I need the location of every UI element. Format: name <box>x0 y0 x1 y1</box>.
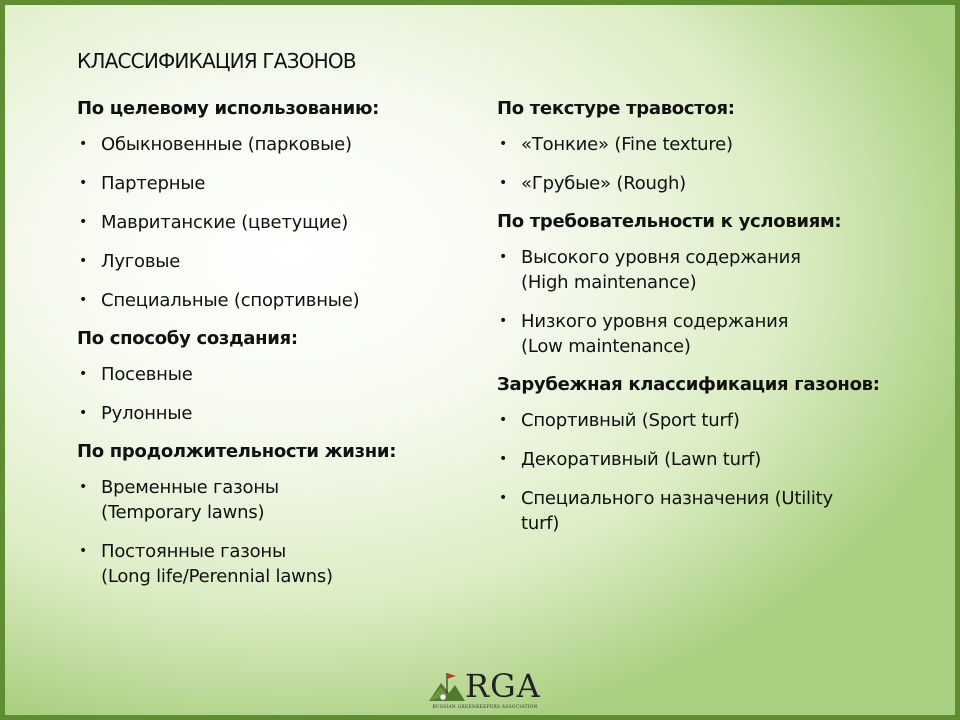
list-item <box>497 171 917 196</box>
list-item-text: «Грубые» (Rough) <box>521 173 686 194</box>
list-item <box>497 309 917 359</box>
section-heading: Зарубежная классификация газонов: <box>497 374 880 395</box>
list-item-text: Луговые <box>101 251 181 272</box>
bullet: • <box>499 249 508 265</box>
list-item-text: Постоянные газоны <box>101 541 286 562</box>
list-item <box>77 249 477 274</box>
slide-title: КЛАССИФИКАЦИЯ ГАЗОНОВ <box>77 49 356 73</box>
list-item-text: Мавританские (цветущие) <box>101 212 349 233</box>
list-item-text-secondary: (Temporary lawns) <box>101 502 265 523</box>
bullet: • <box>79 214 88 230</box>
list-item-text: Обыкновенные (парковые) <box>101 134 352 155</box>
section-heading: По целевому использованию: <box>77 98 380 119</box>
list-item <box>77 171 477 196</box>
list-item-text-secondary: (High maintenance) <box>521 272 697 293</box>
bullet: • <box>79 136 88 152</box>
bullet: • <box>499 175 508 191</box>
left-column <box>77 97 477 603</box>
golf-flag-icon <box>427 667 467 707</box>
list-item-text: Посевные <box>101 364 193 385</box>
list-item-text: Рулонные <box>101 403 193 424</box>
logo-subtitle: RUSSIAN GREENKEEPERS ASSOCIATION <box>432 705 538 710</box>
list-item <box>77 362 477 387</box>
list-item <box>77 132 477 157</box>
bullet: • <box>499 313 508 329</box>
section-heading: По продолжительности жизни: <box>77 441 397 462</box>
list-item <box>497 132 917 157</box>
bullet: • <box>79 366 88 382</box>
list-item-text: Специальные (спортивные) <box>101 290 360 311</box>
list-item-text: Спортивный (Sport turf) <box>521 410 740 431</box>
bullet: • <box>79 253 88 269</box>
list-item-text: «Тонкие» (Fine texture) <box>521 134 733 155</box>
bullet: • <box>79 175 88 191</box>
section-heading: По текстуре травостоя: <box>497 98 735 119</box>
list-item-text: Высокого уровня содержания <box>521 247 801 268</box>
bullet: • <box>79 292 88 308</box>
list-item-text: Партерные <box>101 173 206 194</box>
right-column <box>497 97 917 550</box>
list-item-text: Низкого уровня содержания <box>521 311 789 332</box>
section-heading: По способу создания: <box>77 328 298 349</box>
list-item-text: Специального назначения (Utility <box>521 488 833 509</box>
list-item-text-secondary: (Long life/Perennial lawns) <box>101 566 333 587</box>
list-item <box>77 288 477 313</box>
list-item <box>77 210 477 235</box>
list-item <box>77 539 477 589</box>
list-item <box>497 486 917 536</box>
list-item <box>497 245 917 295</box>
section-heading: По требовательности к условиям: <box>497 211 842 232</box>
bullet: • <box>499 136 508 152</box>
list-item <box>77 401 477 426</box>
list-item <box>497 408 917 433</box>
bullet: • <box>79 479 88 495</box>
list-item-text: Декоративный (Lawn turf) <box>521 449 762 470</box>
list-item-text-secondary: turf) <box>521 513 560 534</box>
bullet: • <box>79 405 88 421</box>
list-item <box>497 447 917 472</box>
rga-logo <box>425 665 545 711</box>
logo-text: RGA <box>465 667 541 705</box>
bullet: • <box>499 451 508 467</box>
bullet: • <box>499 412 508 428</box>
bullet: • <box>79 543 88 559</box>
bullet: • <box>499 490 508 506</box>
list-item-text: Временные газоны <box>101 477 279 498</box>
list-item-text-secondary: (Low maintenance) <box>521 336 691 357</box>
list-item <box>77 475 477 525</box>
